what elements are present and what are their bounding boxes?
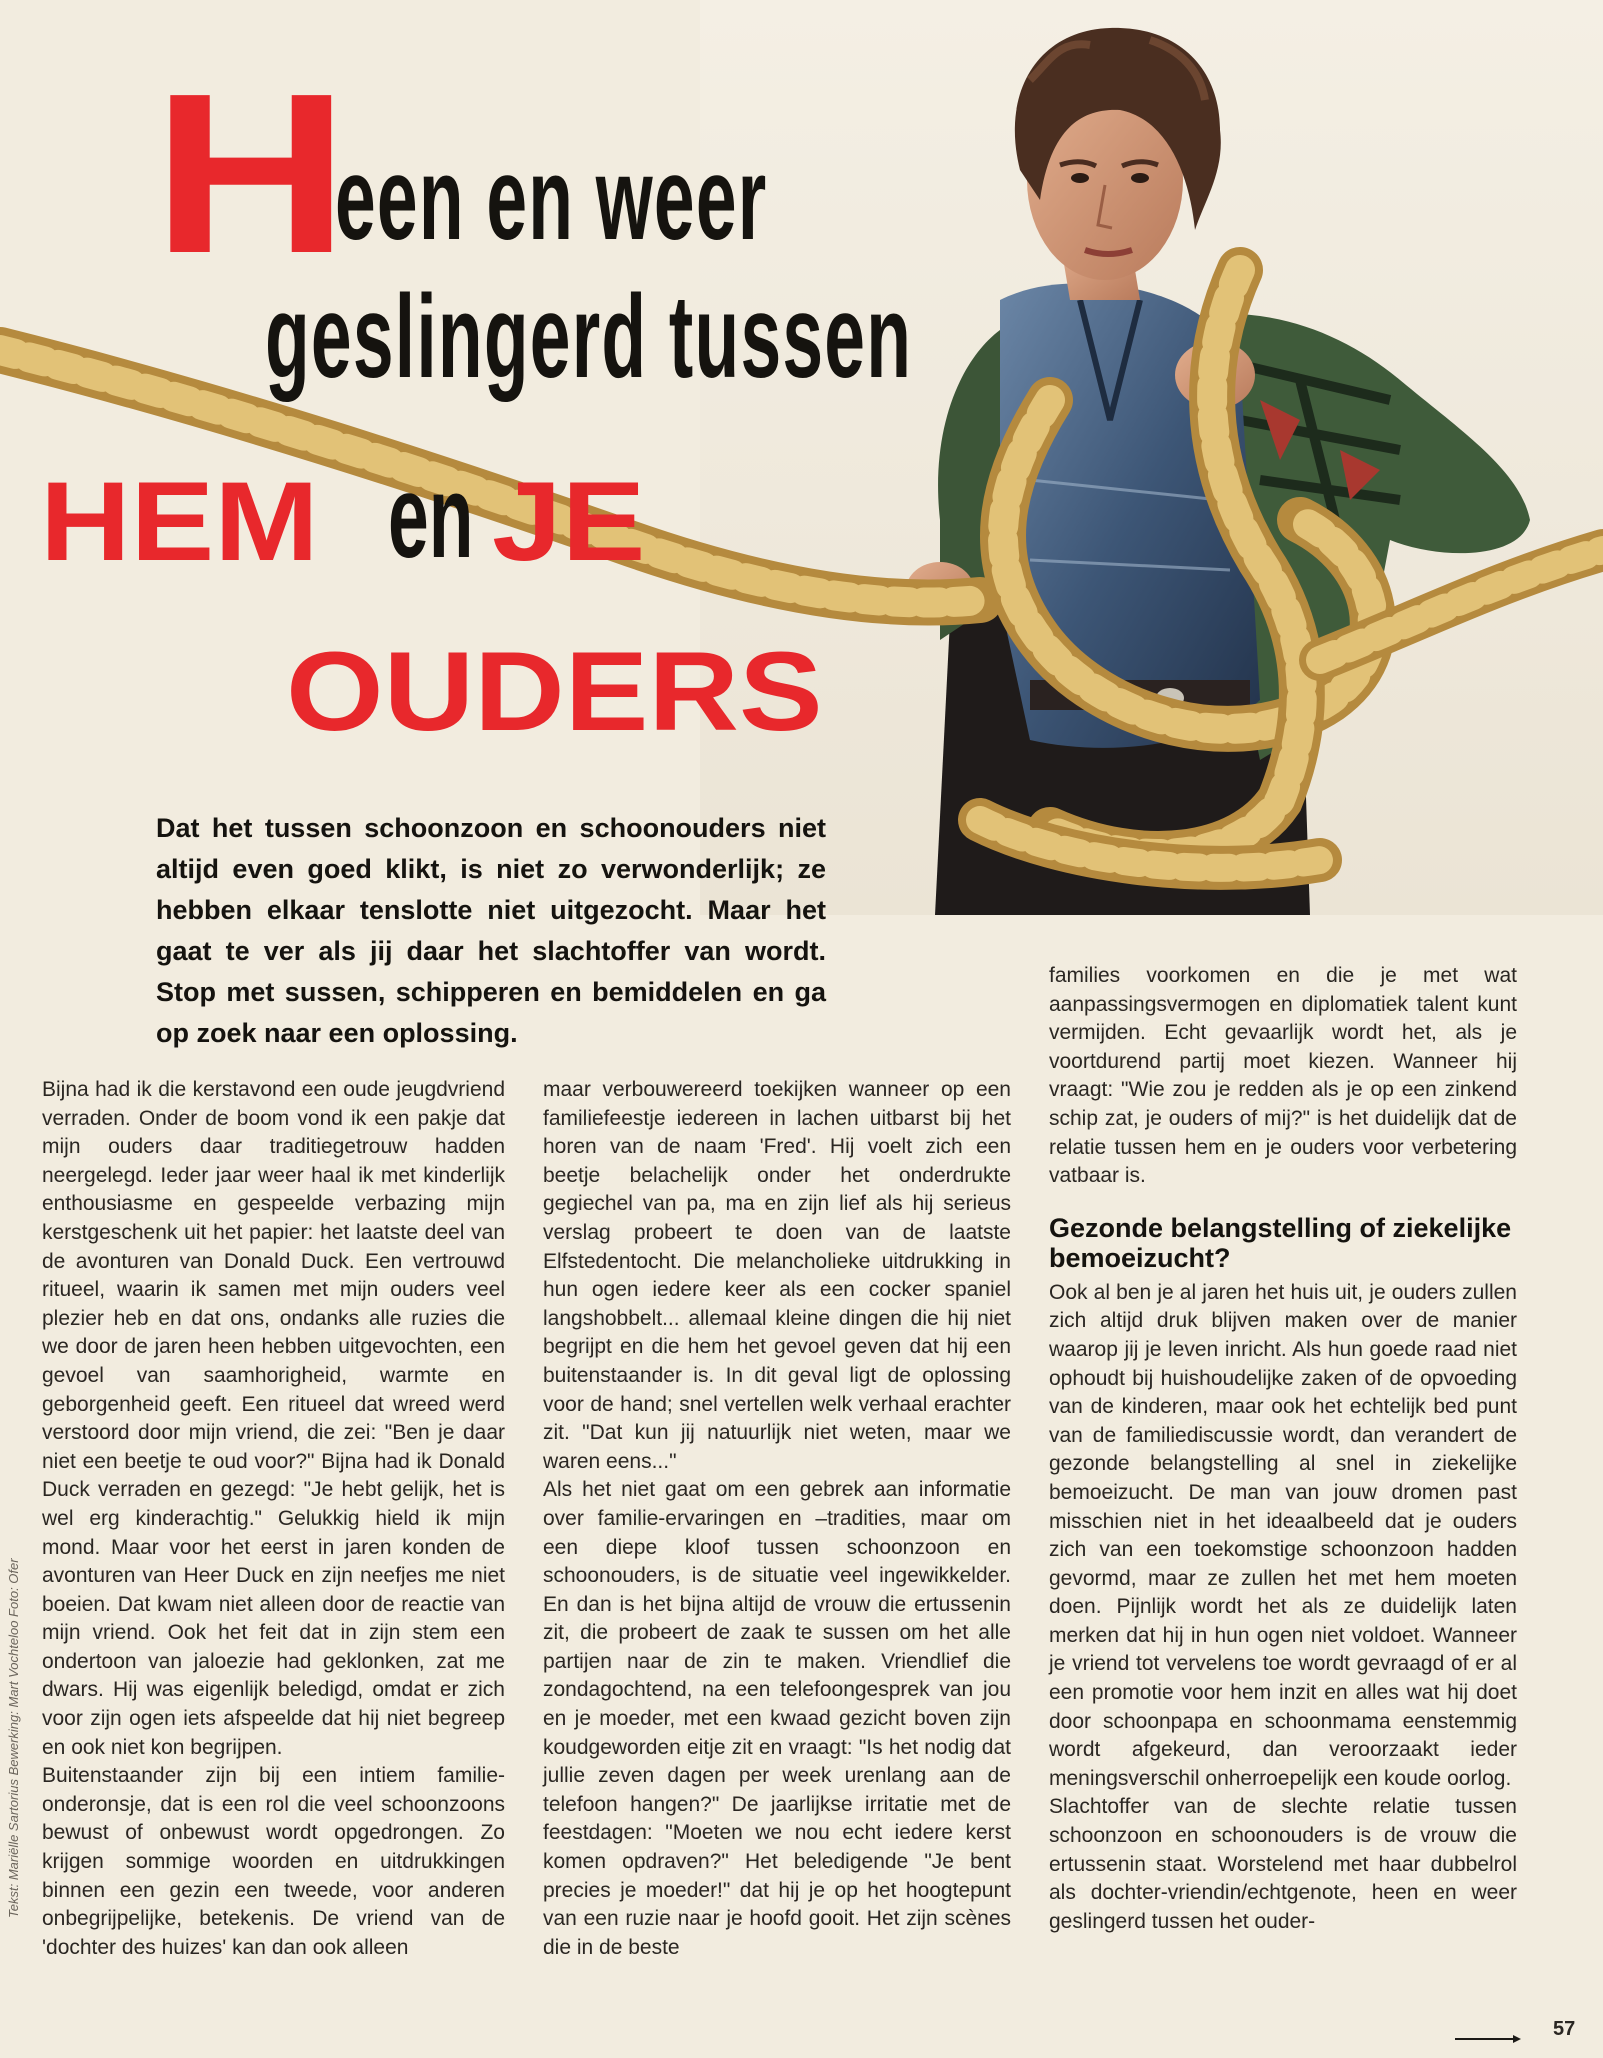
- body-paragraph: Ook al ben je al jaren het huis uit, je ouders zullen zich altijd druk blijven maken over de manier waarop jij je leven inricht. Als hun goede raad niet ophoudt bij huishoudelijke zaken of de opvoeding van de kinderen, maar ook het echtelijk bed punt van de familiediscussie wordt, dan verandert de gezonde belangstelling al snel in ziekelijke bemoeizucht. De man van jouw dromen past misschien niet in het ideaalbeeld dat je ouders zich van een toekomstige schoonzoon hadden gevormd, maar ze zullen het met hem moeten doen. Pijnlijk wordt het als ze duidelijk laten merken dat hij in hun ogen niet voldoet. Wanneer je vriend tot vervelens toe wordt gevraagd of er al een promotie voor hem inzit en alles wat hij doet door schoonpapa en schoonmama eenstemmig wordt afgekeurd, dan veroorzaakt ieder meningsverschil onherroepelijk een koude oorlog.: [1049, 1280, 1517, 1790]
- body-paragraph: Slachtoffer van de slechte relatie tussen schoonzoon en schoonouders is de vrouw die ertussenin staat. Worstelend met haar dubbelrol als dochter-vriendin/echtgenote, heen en weer geslingerd tussen het ouder-: [1049, 1795, 1517, 1933]
- title-line-1: een en weer: [335, 133, 768, 265]
- body-paragraph: Bijna had ik die kerstavond een oude jeugdvriend verraden. Onder de boom vond ik een pakje dat mijn ouders daar traditiegetrouw hadden neergelegd. Ieder jaar weer haal ik met kinderlijk enthousiasme en gespeelde verbazing mijn kerstgeschenk uit het papier: het laatste deel van de avonturen van Donald Duck. Een vertrouwd ritueel, waarin ik samen met mijn ouders veel plezier heb en dat ons, ondanks alle ruzies die we door de jaren heen hebben uitgevochten, een gevoel van saamhorigheid, warmte en geborgenheid geeft. Een ritueel dat wreed werd verstoord door mijn vriend, die zei: "Ben je daar niet een beetje te oud voor?" Bijna had ik Donald Duck verraden en gezegd: "Je hebt gelijk, het is wel erg kinderachtig." Gelukkig hield ik mijn mond. Maar voor het eerst in jaren konden de avonturen van Heer Duck en zijn neefjes me niet boeien. Dat kwam niet alleen door de reactie van mijn vriend. Ook het feit dat in zijn stem een ondertoon van jaloezie had geklonken, zat me dwars. Hij was eigenlijk beledigd, omdat er zich voor zijn ogen iets afspeelde dat hij niet begreep en ook niet kon begrijpen.: [42, 1078, 505, 1759]
- title-en: en: [388, 451, 474, 583]
- title-je: JE: [492, 459, 646, 584]
- body-paragraph: Buitenstaander zijn bij een intiem familie-onderonsje, dat is een rol die veel schoonzoons bewust of onbewust wordt opgedrongen. Zo krijgen sommige woorden en uitdrukkingen binnen een gezin een tweede, voor anderen onbegrijpelijke, betekenis. De vriend van de 'dochter des huizes' kan dan ook alleen: [42, 1764, 505, 1959]
- intro-paragraph: Dat het tussen schoonzoon en schoonouders niet altijd even goed klikt, is niet zo verwonderlijk; ze hebben elkaar tenslotte niet uitgezocht. Maar het gaat te ver als jij daar het slachtoffer van wordt. Stop met sussen, schipperen en bemiddelen en ga op zoek naar een oplossing.: [156, 813, 826, 1048]
- body-paragraph: families voorkomen en die je met wat aanpassingsvermogen en diplomatiek talent kunt vermijden. Echt gevaarlijk wordt het, als je voortdurend partij moet kiezen. Wanneer hij vraagt: "Wie zou je redden als je op een zinkend schip zat, je ouders of mij?" is het duidelijk dat de relatie tussen hem en je ouders voor verbetering vatbaar is.: [1049, 964, 1517, 1188]
- body-column-2: [543, 1076, 1011, 1962]
- title-hem: HEM: [40, 459, 319, 584]
- body-column-1: [42, 1076, 505, 1962]
- body-paragraph: maar verbouwereerd toekijken wanneer op een familiefeestje iedereen in lachen uitbarst bij het horen van de naam 'Fred'. Hij voelt zich een beetje belachelijk onder het onderdrukte gegiechel van pa, ma en zijn lief als hij serieus verslag probeert te doen van de laatste Elfstedentocht. Die melancholieke uitdrukking in hun ogen iedere keer als een cocker spaniel langshobbelt... allemaal kleine dingen die hij niet begrijpt en die hem het gevoel geven dat hij een buitenstaander is. In dit geval ligt de oplossing voor de hand; snel vertellen welk verhaal erachter zit. "Dat kun jij natuurlijk niet weten, maar we waren eens...": [543, 1078, 1011, 1473]
- title-initial: H: [152, 47, 350, 301]
- body-paragraph: Als het niet gaat om een gebrek aan informatie over familie-ervaringen en –tradities, maar om een diepe kloof tussen schoonzoon en schoonouders, is de situatie veel ingewikkelder. En dan is het bijna altijd de vrouw die ertussenin zit, die probeert de zaak te sussen om het alle partijen naar de zin te maken. Vriendlief die zondagochtend, na een telefoongesprek van jou en je moeder, met een kwaad gezicht boven zijn koudgeworden eitje zit en vraagt: "Is het nodig dat jullie zeven dagen per week urenlang aan de telefoon hangen?" De jaarlijkse irritatie met de feestdagen: "Moeten we nou echt iedere kerst komen opdraven?" Het beledigende "Je bent precies je moeder!" dat hij je op het hoogtepunt van een ruzie naar je hoofd gooit. Het zijn scènes die in de beste: [543, 1478, 1011, 1959]
- body-column-3: [1049, 962, 1517, 1936]
- title-line-2: geslingerd tussen: [265, 271, 913, 403]
- continue-arrow-icon: [1455, 2034, 1523, 2044]
- section-heading: Gezonde belangstelling of ziekelijke bemoeizucht?: [1049, 1212, 1512, 1273]
- photo-credit: Tekst: Mariëlle Sartorius Bewerking: Mart Vochteloo Foto: Ofer: [6, 1558, 21, 1918]
- page-number: 57: [1553, 2018, 1576, 2040]
- title-ouders: OUDERS: [286, 629, 823, 754]
